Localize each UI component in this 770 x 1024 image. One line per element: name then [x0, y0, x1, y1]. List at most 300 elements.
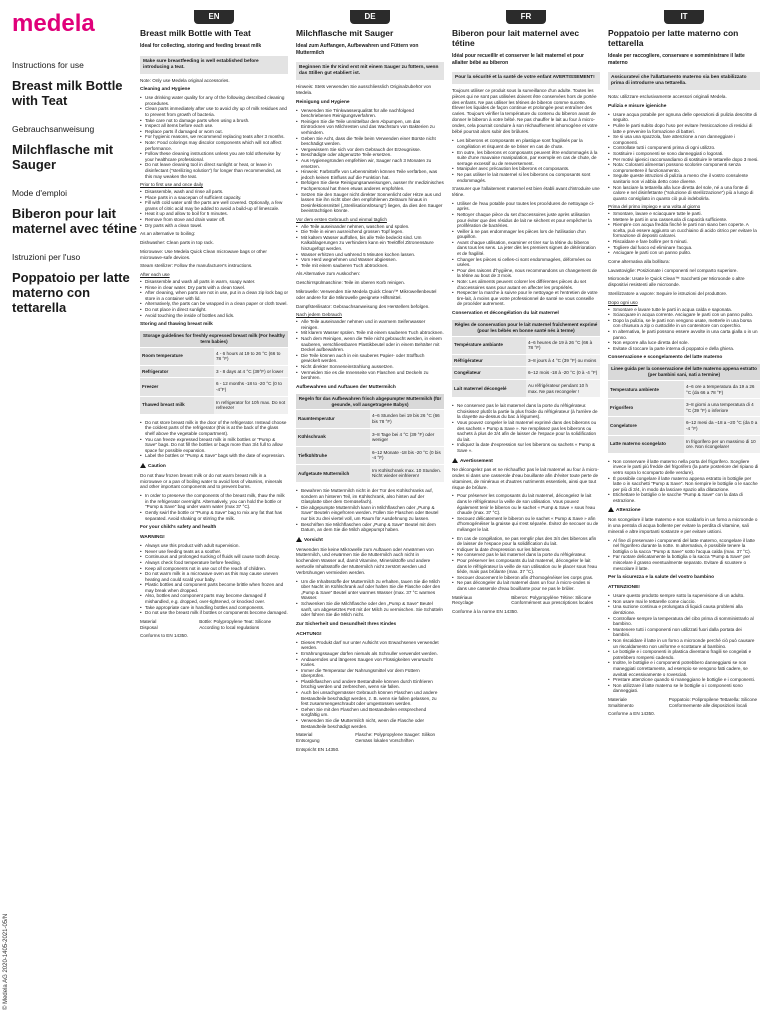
storage-table-row: [140, 396, 288, 414]
storage-duration: 3 - 8 days at 4 °C (39°F) or lower: [214, 365, 288, 378]
cleaning-item: • Verwenden Sie Trinkwasserqualität für alle nachfolgend beschriebenen Reinigungsverfahren.: [296, 108, 444, 119]
storage-advice-item: • Label the bottles or "Pump & Save" bags with the date of expression.: [140, 453, 288, 459]
column-it: [608, 10, 760, 1018]
cleaning-item: • Do not leave cleaning tool in direct sunlight or heat, or leave in disinfectant ("sterilizing solution") for longer than recommended, as this may weaken the teat.: [140, 162, 288, 179]
cleaning-list: [140, 95, 288, 179]
product-subtitle: Ideale per raccogliere, conservare e somministrare il latte materno: [608, 53, 745, 66]
first-use-list: [608, 211, 760, 256]
cleaning-heading: Pulizia e misure igieniche: [608, 103, 667, 109]
material-key: Matériaux: [452, 594, 473, 600]
storage-advice-list: [452, 403, 600, 453]
microwave-note: Microwave: Use Medela Quick Clean microwave bags or other microwave-safe devices.: [140, 248, 267, 260]
safety-item: • Non usare mai le tettarelle come ciuccio.: [608, 599, 760, 605]
storage-table-row: [608, 435, 760, 453]
storage-advice-item: • Etichettare le bottiglie o le sacche "Pump & Save" con la data di estrazione.: [608, 492, 760, 503]
storage-table-header-row: [296, 394, 444, 410]
storage-table-row: [296, 428, 444, 446]
storage-duration: 4–6 heures de 19 à 26 °C (66 à 78 °F): [526, 336, 600, 354]
storage-duration: 6 - 12 months -18 to -20 °C (0 to -4°F): [214, 378, 288, 396]
caution-text: Ne décongelez pas et ne réchauffez pas le lait maternel au four à micro-ondes ni dans une casserole d'eau bouillante afin d'éviter toute perte de vitamines, de minéraux et d'autres nutriments essentiels, ainsi que tout risque de brûlure.: [452, 467, 599, 490]
storage-table-row: [452, 336, 600, 354]
column-en: [140, 10, 288, 1018]
storage-table-row: [140, 378, 288, 396]
caution-text: Non scongelare il latte materno e non scaldarlo in un forno a microonde o in una pentola di acqua bollente per evitare la perdita di vitamine, sali minerali e altre importanti sostanze e per evitare ustioni.: [608, 517, 758, 534]
safety-item: • Prestare attenzione quando si maneggiano le bottiglie e i componenti.: [608, 677, 760, 683]
storage-table-header-row: [608, 364, 760, 380]
conformity-statement: Conforme à la norme EN 14350.: [452, 609, 519, 615]
storage-duration: In refrigerator for 10h max. Do not refreeze!: [214, 396, 288, 414]
document-code: © Medela AG 2020-1405-2021-05/N: [3, 913, 9, 1010]
first-use-item: • Place parts in a saucepan of sufficient capacity.: [140, 195, 288, 201]
thawing-item: • Gently swirl the bottle or "Pump & Save" bag to mix any fat that has separated. Avoid shaking or stirring the milk.: [140, 510, 288, 521]
safety-item: • Continuous and prolonged sucking of fluids will cause tooth decay.: [140, 554, 288, 560]
storage-heading: Storing and thawing breast milk: [140, 322, 213, 328]
storage-table-row: [608, 417, 760, 435]
after-use-list: [452, 201, 600, 307]
caution-label: Attenzione: [616, 508, 641, 514]
after-use-item: • Evitate di toccare la parte interna di poppatoi e della ghiera.: [608, 346, 760, 352]
steam-note: Sterilizzatore a vapore: Seguire le istruzioni del produttore.: [608, 291, 728, 297]
left-block-en: [12, 60, 140, 108]
storage-table-header: Règles de conservation pour le lait maternel fraîchement exprimé (pour les bébés en bonne santé nés à terme): [452, 320, 600, 336]
storage-location: Thawed breast milk: [140, 396, 214, 414]
left-lang-label: Gebrauchsanweisung: [12, 124, 95, 134]
product-title: Poppatoio per latte materno con tettarella: [608, 28, 739, 48]
cleaning-item: • Setzen Sie den Sauger nicht direkter Sonnenlicht oder Hitze aus und lassen Sie ihn nicht über den empfohlenen Zeitraum hinaus in Desinfektionsmittel („Sterilisationslösung“) liegen, da dies den Sauger beeinträchtigen könnte.: [296, 192, 444, 214]
teat-warning-box: Make sure breastfeeding is well established before introducing a teat.: [140, 56, 288, 74]
storage-location: Aufgetaute Muttermilch: [296, 464, 370, 482]
caution-icon: [296, 537, 302, 542]
safety-item: • Andauerndes und längeres Saugen von Flüssigkeiten verursacht Karies.: [296, 657, 444, 668]
boiling-alternative: Come alternativa alla bollitura:: [608, 258, 670, 264]
cleaning-list: [608, 112, 760, 202]
cleaning-item: • Pulire le parti subito dopo l'uso per evitare l'essiccazione di residui di latte e prevenire la formazione di batteri.: [608, 123, 760, 134]
after-use-item: • Sciacquare in acqua corrente. Asciugare le parti con un panno pulito.: [608, 312, 760, 318]
warning-heading: ACHTUNG!: [296, 631, 322, 637]
material-key: Disposal: [140, 624, 158, 630]
first-use-item: • Vom Herd wegnehmen und Wasser abgiessen.: [296, 257, 444, 263]
cleaning-item: • Reinigen Sie die Teile unmittelbar dem Abpumpen, um das Eintrocknen von Milchresten und das Wachstum von Bakterien zu verhindern.: [296, 119, 444, 136]
storage-duration: 6–12 mois -18 à -20 °C (0 à -4 °F): [526, 367, 600, 380]
teat-warning-box: Pour la sécurité et la santé de votre enfant AVERTISSEMENT!: [452, 72, 600, 84]
cleaning-item: • Hinweis: Farbstoffe von Lebensmitteln können Teile verfärben, was jedoch keinen Einfluss auf die Funktion hat.: [296, 169, 444, 180]
cleaning-list: [452, 138, 600, 183]
cleaning-item: • Inspect all items before each use.: [140, 123, 288, 129]
dishwasher-note: Lavastoviglie: Posizionate i componenti nel comparto superiore.: [608, 267, 738, 273]
first-use-heading: Vor dem ersten Gebrauch und einmal täglich: [296, 216, 387, 222]
storage-table-header-row: [452, 320, 600, 336]
storage-table-row: [140, 365, 288, 378]
cleaning-list: [296, 108, 444, 214]
safety-item: • Ne conservez pas le lait maternel dans la porte du réfrigérateur.: [452, 552, 600, 558]
storage-location: Température ambiante: [452, 336, 526, 354]
cleaning-item: • Se si usa una spazzola, fare attenzione a non danneggiare i componenti.: [608, 134, 760, 145]
safety-item: • Una suzione continua e prolungata di liquidi causa problemi alla dentizione.: [608, 604, 760, 615]
storage-duration: 3–8 jours à 4 °C (39 °F) ou moins: [526, 354, 600, 367]
material-key: Materiale: [608, 696, 627, 702]
storage-location: Congélateur: [452, 367, 526, 380]
safety-item: • Controllare sempre la temperatura del cibo prima di somministrarlo al bambino.: [608, 616, 760, 627]
safety-item: • Never use feeding teats as a soother.: [140, 549, 288, 555]
caution-icon: [608, 507, 614, 512]
steam-note: Dampfsterilisator: Gebrauchsanweisung des Herstellers befolgen.: [296, 303, 430, 309]
storage-table-row: [452, 367, 600, 380]
product-subtitle: Ideal zum Auffangen, Aufbewahren und Füttern von Muttermilch: [296, 43, 419, 56]
first-use-item: • Alle Teile auseinander nehmen, waschen und spülen.: [296, 224, 444, 230]
safety-list: [452, 536, 600, 592]
material-value: Flasche: Polypropylene Sauger: Silikon: [355, 732, 436, 738]
first-use-item: • Smontare, lavare e sciacquare tutte le parti.: [608, 211, 760, 217]
safety-item: • Immer die Temperatur der Nahrungsmittel vor dem Füttern überprüfen.: [296, 668, 444, 679]
material-value: Conformément aux prescriptions locales: [511, 600, 594, 606]
product-title: Milchflasche mit Sauger: [296, 28, 394, 38]
caution-icon: [452, 458, 458, 463]
after-use-item: • Utiliser de l'eau potable pour toutes les procédures de nettoyage ci-après.: [452, 201, 600, 212]
after-use-item: • Smontare e lavare tutte le parti in acqua calda e saponata.: [608, 307, 760, 313]
safety-item: • En cas de congélation, ne pas remplir plus des 3/4 des biberons afin de laisser de l'espace pour la solidification du lait.: [452, 536, 600, 547]
first-use-item: • Disassemble, wash and rinse all parts.: [140, 189, 288, 195]
cleaning-item: • En outre, les biberons et composants peuvent être endommagés à la suite d'une mauvaise manipulation, par exemple en cas de chute, de serrage excessif ou de renversement.: [452, 150, 600, 167]
storage-heading: Conservazione e scongelamento del latte materno: [608, 355, 723, 361]
storage-advice-list: [140, 420, 288, 459]
cleaning-item: • Usare acqua potabile per ognuna delle operazioni di pulizia descritte di seguito.: [608, 112, 760, 123]
after-use-item: • After cleaning, when parts are not in use, put in a clean zip lock bag or store in a container with lid.: [140, 290, 288, 301]
after-use-item: • Nach dem Reinigen, wenn die Teile nicht gebraucht werden, in einem sauberen, verschliessbaren Plastikbeutel oder in einem Behälter mit Deckel aufbewahren.: [296, 336, 444, 353]
storage-location: Temperatura ambiente: [608, 380, 684, 398]
after-use-item: • Respecter la marche à suivre pour le nettoyage et l'entretien de votre tire-lait, à moins que votre professionnel de santé ne vous conseille de procéder autrement.: [452, 290, 600, 307]
cleaning-item: • Aus Hygienegründen empfehlen wir, Sauger nach 3 Monaten zu ersetzen.: [296, 158, 444, 169]
left-product-title: Breast milk Bottle with Teat: [12, 78, 123, 108]
safety-item: • Take appropriate care in handling bottles and components.: [140, 605, 288, 611]
material-row: [296, 738, 444, 744]
storage-table-header: Storage guidelines for freshly expressed breast milk (For healthy term babies): [140, 331, 288, 347]
steam-note: Steam sterilizer: Follow the manufacturer's instructions.: [140, 263, 253, 269]
storage-advice-item: • Non conservare il latte materno nella porta del frigorifero. Scegliere invece le parti più fredde del frigorifero (la parte posteriore del ripiano di vetro sopra lo scomparto delle verdure).: [608, 459, 760, 476]
storage-location: Réfrigérateur: [452, 354, 526, 367]
cleaning-item: • Clean parts immediately after use to avoid dry up of milk residues and to prevent from growth of bacteria.: [140, 106, 288, 117]
safety-item: • Secouer doucement le biberon afin d'homogénéiser les corps gras.: [452, 575, 600, 581]
cleaning-item: • Replace parts if damaged or worn out.: [140, 129, 288, 135]
safety-item: • Mantenere tutti i componenti non utilizzati fuori dalla portata dei bambini.: [608, 627, 760, 638]
first-use-item: • Togliere dal fuoco ed eliminare l'acqua.: [608, 245, 760, 251]
safety-item: • Ernährungssauger dürfen niemals als Schnuller verwendet werden.: [296, 651, 444, 657]
safety-item: • Do not warm milk in a microwave oven as this may cause uneven heating and could scald your baby.: [140, 571, 288, 582]
storage-advice-list: [608, 459, 760, 504]
storage-location: Freezer: [140, 378, 214, 396]
safety-item: • Plastic bottles and component parts become brittle when frozen and may break when dropped.: [140, 582, 288, 593]
after-use-item: • Pour des raisons d'hygiène, nous recommandons un changement de la tétine au bout de 3 mois.: [452, 268, 600, 279]
first-use-item: • Mettere le parti in una casseruola di capacità sufficiente.: [608, 217, 760, 223]
teat-warning-box: Beginnen Sie Ihr Kind erst mit einem Sauger zu füttern, wenn das Stillen gut etabliert ist.: [296, 62, 444, 80]
caution-heading: [608, 507, 760, 514]
medela-logo: medela: [12, 10, 95, 37]
cleaning-item: • Beschädigte oder abgenutzte Teile ersetzen.: [296, 152, 444, 158]
storage-duration: 4–6 ore a temperatura da 19 a 26 °C (da 66 a 78 °F): [684, 380, 760, 398]
left-block-de: [12, 124, 140, 172]
safety-item: • Inoltre, le bottiglie e i componenti potrebbero danneggiarsi se non maneggiati correttamente, ad esempio se vengono fatti cadere, se avvitati eccessivamente o rovesciati.: [608, 660, 760, 677]
storage-advice-item: • Vous pouvez congeler le lait maternel exprimé dans des biberons ou des sachets « Pump & Save ». Ne remplissez pas les biberons ou sachets à plus de 3/4 afin de laisser de l'espace pour la solidification du lait.: [452, 420, 600, 442]
left-product-title: Milchflasche mit Sauger: [12, 142, 114, 172]
safety-item: • Verwenden Sie die Muttermilch nicht, wenn die Flasche oder Bestandteile beschädigt werden.: [296, 718, 444, 729]
caution-heading: [296, 537, 444, 544]
microwave-note: Microonde: Usate le Quick Clean™ Sacchetti per Microonde o altre dispositivi resistenti alle microonde.: [608, 276, 745, 288]
storage-table-row: [452, 354, 600, 367]
left-lang-label: Istruzioni per l'uso: [12, 252, 81, 262]
thawing-item: • Schwenken Sie die Milchflasche oder den „Pump & Save“ Beutel sanft, um abgesetztes Fett mit der Milch zu vermischen. Sie Schütteln oder führen Sie die Milch nicht.: [296, 601, 444, 618]
accessories-note: Toujours utiliser ce produit sous la surveillance d'un adulte. Toutes les pièces qui ne sont pas utilisées doivent être conservées hors de portée des enfants. Ne pas utiliser les tétines de biberon comme sucette. Élever les liquides de façon continue et prolongée peut entraîner des caries. Toujours vérifier la température du contenu du biberon avant de donner le biberon à votre bébé. Ne pas chauffer le lait au four à micro-ondes, cela pourrait conduire à son réchauffement inhomogène et votre bébé pourrait alors subir des brûlures.: [452, 88, 598, 134]
thawing-item: • Secouez délicatement le biberon ou le sachet « Pump & Save » afin d'homogénéiser la graisse qui s'est séparée. Évitez de secouer ou de mélanger le lait.: [452, 516, 600, 533]
conformity-statement: Conforme a EN 14350.: [608, 711, 655, 717]
dishwasher-note: Geschirrspülmaschine: Teile im oberen Korb reinigen.: [296, 280, 405, 286]
first-use-list: [140, 189, 288, 228]
boiling-alternative: S'assurer que l'allaitement maternel est bien établi avant d'introduire une tétine.: [452, 186, 600, 197]
cleaning-item: • Follow these cleaning instructions unless you are told otherwise by your healthcare professional.: [140, 151, 288, 162]
language-tab-fr: FR: [506, 10, 546, 24]
caution-label: Vorsicht: [304, 537, 323, 543]
storage-location: Frigorifero: [608, 399, 684, 417]
cleaning-item: • Take care not to damage parts when using a brush.: [140, 118, 288, 124]
after-use-item: • Avoid touching the inside of bottles and lids.: [140, 313, 288, 319]
storage-location: Lait maternel décongelé: [452, 379, 526, 397]
storage-table-row: [452, 379, 600, 397]
safety-item: • Gehen Sie mit den Flaschen und Bestandteilen entsprechend sorgfältig um.: [296, 707, 444, 718]
thawing-list: [296, 579, 444, 618]
storage-heading: Aufbewahren und Auftauen der Muttermilch: [296, 384, 396, 390]
material-row: [608, 703, 760, 709]
cleaning-item: • Geben Sie Acht, dass die Teile beim Verwenden einer Bürste nicht beschädigt werden.: [296, 136, 444, 147]
after-use-item: • Vermeiden Sie es die Innenseite von Flaschen und Deckeln zu berühren.: [296, 370, 444, 381]
after-use-item: • Veiller à ne pas endommager les pièces lors de l'utilisation d'un goupillon.: [452, 229, 600, 240]
storage-table: [140, 331, 288, 415]
material-value: Gemäss lokalen Vorschriften: [355, 738, 414, 744]
safety-item: • Ne pas décongeler du lait maternel dans un four à micro-ondes ni dans une casserole d'eau bouillante pour ne pas le brûler.: [452, 580, 600, 591]
after-use-item: • Disassemble and wash all parts in warm, soapy water.: [140, 279, 288, 285]
cleaning-item: • For hygienic reasons, we recommend replacing teats after 3 months.: [140, 134, 288, 140]
first-use-heading: Prima del primo impiego e una volta al giorno: [608, 204, 701, 210]
safety-item: • Keep all components not in use out of the reach of children.: [140, 566, 288, 572]
column-de: [296, 10, 444, 1018]
left-product-title: Poppatoio per latte materno con tettarella: [12, 270, 130, 315]
caution-heading: [452, 458, 600, 465]
material-value: Conformemente alle disposizioni locali: [668, 702, 747, 708]
cleaning-heading: Cleaning and Hygiene: [140, 87, 191, 93]
after-use-item: • Die Teile können auch in ein sauberes Papier- oder Stofftuch gewickelt werden.: [296, 353, 444, 364]
after-use-item: • Nettoyer chaque pièce du set d'accessoires juste après utilisation pour éviter que des résidus de lait ne sèchent et pour empêcher la prolifération de bactéries.: [452, 212, 600, 229]
teat-warning-box: Assicuratevi che l'allattamento materno sia ben stabilizzato prima di introdurre una tettarella.: [608, 72, 760, 90]
material-key: Recyclage: [452, 600, 474, 606]
cleaning-item: • Use drinking water quality for any of the following described cleaning procedures.: [140, 95, 288, 106]
safety-heading: Zur Sicherheit und Gesundheit Ihres Kindes: [296, 621, 397, 627]
storage-advice-item: • Ne conservez pas le lait maternel dans la porte du réfrigérateur. Choisissez plutôt la partie la plus froide du réfrigérateur (à l'arrière de la clayette au-dessus du bac à légumes).: [452, 403, 600, 420]
boiling-alternative: As an alternative to boiling:: [140, 231, 196, 237]
safety-item: • Non riscaldare il latte in un forno a microonde perché ciò può causare un riscaldamento non uniforme e scottature al bambino.: [608, 638, 760, 649]
storage-table-row: [608, 380, 760, 398]
caution-label: Caution: [148, 463, 166, 469]
safety-item: • Dieses Produkt darf nur unter Aufsicht von Erwachsenen verwendet werden.: [296, 640, 444, 651]
safety-heading: For your child's safety and health: [140, 525, 217, 531]
material-value: Poppatoio: Polipropilene Tettarella: Silicone: [668, 696, 758, 702]
storage-location: Latte materno scongelato: [608, 435, 684, 453]
boiling-alternative: Als Alternative zum Auskochen:: [296, 271, 361, 277]
safety-item: • Also, bottles and component parts may become damaged if mishandled, e.g. dropped, over-tightened, or knocked over.: [140, 593, 288, 604]
left-lang-label: Instructions for use: [12, 60, 84, 70]
safety-item: • Pour préserver les composants du lait maternel, décongeler le lait dans le réfrigérateur la veille de son utilisation ou le placer sous l'eau tiède, mais pas brûlante (max. 37 °C).: [452, 558, 600, 575]
storage-duration: 4 - 6 hours at 19 to 26 °C (66 to 78 °F): [214, 347, 288, 365]
first-use-item: • Die Teile in einen ausreichend grossen Topf legen.: [296, 229, 444, 235]
safety-heading: Per la sicurezza e la salute del vostro bambino: [608, 575, 715, 581]
material-key: Material: [140, 618, 157, 624]
accessories-note: Hinweis: Stets verwenden Sie ausschliesslich Originalzubehör von Medela.: [296, 84, 432, 95]
after-use-item: • Nicht direkter Sonneneinstrahlung aussetzen.: [296, 364, 444, 370]
first-use-item: • Asciugare le parti con un panno pulito.: [608, 250, 760, 256]
storage-advice-list: [296, 488, 444, 533]
left-product-title: Biberon pour lait maternel avec tétine: [12, 206, 138, 236]
after-use-item: • Dopo la pulizia, se le parti non vengono usate, metterle in una borsa con chiusura a zip o custodirle in un contenitore con coperchio.: [608, 318, 760, 329]
first-use-item: • Teile mit einem sauberen Tuch abtrocknen.: [296, 263, 444, 269]
first-use-item: • Heat it up and allow to boil for 5 minutes.: [140, 211, 288, 217]
thawing-list: [140, 493, 288, 521]
after-use-item: • In alternativa, le parti possono essere avvolte in una carta gialla o in un panno.: [608, 329, 760, 340]
thawing-item: • Far ruotare delicatamente la bottiglia o la sacca "Pump & Save" per miscelare il grasso eventualmente separato. Evitare di scuotere o mescolare il latte.: [608, 554, 760, 571]
warning-heading: WARNING!: [140, 535, 165, 541]
cleaning-item: • Note: Food colorings may discolor components which will not affect performance.: [140, 140, 288, 151]
product-title: Breast milk Bottle with Teat: [140, 28, 251, 38]
storage-duration: Au réfrigérateur pendant 10 h max. Ne pas recongeler !: [526, 379, 600, 397]
storage-location: Congelatore: [608, 417, 684, 435]
storage-table-header: Regeln für das Aufbewahren frisch abgepumpter Muttermilch (für gesunde, voll ausgetragene Babys): [296, 394, 444, 410]
safety-item: • Le bottiglie e i componenti in plastica diventano fragili se congelati e potrebbero rompersi cadendo.: [608, 649, 760, 660]
thawing-list: [608, 538, 760, 572]
after-use-item: • Rinse in clear water. Dry parts with a clean towel.: [140, 285, 288, 291]
safety-item: • Plastikflaschen und andere Bestandteile können durch Einfrieren brüchig werden und zerbrechen, wenn sie fallen.: [296, 679, 444, 690]
storage-table-row: [296, 464, 444, 482]
storage-location: Tiefkühltruhe: [296, 446, 370, 464]
cleaning-item: • Controllate tutti i componenti prima di ogni utilizzo.: [608, 145, 760, 151]
material-value: According to local regulations: [199, 624, 260, 630]
storage-duration: 3–8 Tage bei 4 °C (39 °F) oder weniger: [370, 428, 444, 446]
product-title: Biberon pour lait maternel avec tétine: [452, 28, 580, 48]
language-tab-en: EN: [194, 10, 234, 24]
after-use-item: • Mit klarem Wasser spülen. Teile mit einem sauberen Tuch abtrocknen.: [296, 330, 444, 336]
storage-advice-item: • È possibile congelare il latte materno appena estratto in bottiglie per latte o in sacchetti "Pump & Save". Non riempire le bottiglie o le sacche per più di 3/4, in modo da lasciare spazio alla dilatazione.: [608, 476, 760, 493]
material-key: Entsorgung: [296, 738, 320, 744]
safety-item: • Do not use the breast milk if bottles or components become damaged.: [140, 610, 288, 616]
safety-item: • Indiquer la date d'expression sur les biberons.: [452, 547, 600, 553]
storage-advice-item: • Do not store breast milk in the door of the refrigerator. Instead choose the coldest parts of the refrigerator (this is at the back of the glass shelf above the vegetable compartment).: [140, 420, 288, 437]
cleaning-item: • Non lasciare la tettarella alla luce diretta del sole, né a una fonte di calore e nel disinfettante ("soluzione di sterilizzazione") più a lungo di quanto consigliato in quanto ciò può indebolirla.: [608, 185, 760, 202]
warning-heading: ATTENZIONE!: [608, 585, 640, 591]
first-use-item: • Fill with cold water until the parts are well covered. Optionally, a few grams of citric acid may be added to avoid a build-up of limescale.: [140, 200, 288, 211]
storage-advice-item: • Die abgepumpte Muttermilch kann in Milchflaschen oder „Pump & Save“ Beuteln eingefroren werden. Füllen Sie Flaschen oder Beutel nur bis zu drei viertel voll, um Raum für Ausdehnung zu lassen.: [296, 505, 444, 522]
cleaning-item: • Sostituire i componenti se sono danneggiati o logorati.: [608, 151, 760, 157]
thawing-item: • Pour préserver les composants du lait maternel, décongelez le lait dans le réfrigérateur la veille de son utilisation. Vous pouvez également tenir le biberon ou le sachet « Pump & Save » sous l'eau chaude (max. 37 °C).: [452, 493, 600, 515]
column-fr: [452, 10, 600, 1018]
conformity-statement: Conforms to EN 14350.: [140, 633, 189, 639]
left-title-column: [12, 60, 140, 331]
after-use-heading: After each use: [140, 272, 170, 278]
after-use-heading: Nach jedem Gebrauch: [296, 312, 342, 318]
language-tab-de: DE: [350, 10, 390, 24]
caution-heading: [140, 463, 288, 470]
storage-advice-item: • Indiquez la date d'expression sur les biberons ou sachets « Pump & Save ».: [452, 442, 600, 453]
storage-table: [452, 320, 600, 398]
first-use-item: • Riscaldare e fare bollire per 5 minuti.: [608, 239, 760, 245]
left-lang-label: Mode d'emploi: [12, 188, 68, 198]
cleaning-item: • Befolgen Sie diese Reinigungsanweisungen, ausser Ihr medizinisches Fachpersonal hat Ihnen etwas anderes empfohlen.: [296, 180, 444, 191]
safety-item: • Always use this product with adult supervision.: [140, 543, 288, 549]
first-use-heading: Prior to first use and once daily: [140, 182, 204, 188]
material-row: [140, 625, 288, 631]
left-block-it: [12, 252, 140, 315]
safety-item: • Non utilizzare il latte materno se le bottiglie o i componenti sono danneggiati.: [608, 683, 760, 694]
cleaning-item: • Manipuler avec précaution les biberons et composants.: [452, 166, 600, 172]
storage-duration: 6–12 mesi da –18 a –20 °C (da 0 a -4 °F): [684, 417, 760, 435]
cleaning-item: • Vergewissern Sie sich vor dem Gebrauch der Erzeugnisse.: [296, 147, 444, 153]
thawing-list: [452, 493, 600, 532]
after-use-list: [296, 319, 444, 381]
safety-list: [608, 593, 760, 694]
after-use-item: • Non esporre alla luce diretta del sole.: [608, 340, 760, 346]
after-use-list: [140, 279, 288, 318]
first-use-item: • Riempire con acqua fredda finché le parti non siano ben coperte. A scelta, può essere aggiunto un cucchiaino di acido citrico per evitare la formazione di depositi calcarei.: [608, 222, 760, 239]
thawing-item: • Al fine di preservare i componenti del latte materno, scongelare il latte nel frigorifero durante la notte. In alternativa, è possibile tenere la bottiglia o la sacca "Pump & Save" sotto l'acqua calda (max. 37 °C).: [608, 538, 760, 555]
storage-duration: 4–6 Stunden bei 19 bis 26 °C (66 bis 78 °F): [370, 410, 444, 428]
storage-duration: 6–12 Monate -18 bis -20 °C (0 bis -4 °F): [370, 446, 444, 464]
storage-advice-item: • You can freeze expressed breast milk in milk bottles or "Pump & Save" bags. Do not fill the bottles or bags more than 3/4 full to allow space for possible expansion.: [140, 437, 288, 454]
storage-table-header-row: [140, 331, 288, 347]
safety-item: • Auch bei unsachgemässer Gebrauch können Flaschen und andere Bestandteile beschädigt werden, z. B. wenn sie fallen gelassen, zu fest zusammengeschraubt oder umgestossen werden.: [296, 690, 444, 707]
safety-item: • Usare questo prodotto sempre sotto la supervisione di un adulto.: [608, 593, 760, 599]
cleaning-item: • Per motivi igienici raccomandiamo di sostituire le tettarelle dopo 3 mesi.: [608, 157, 760, 163]
storage-table-row: [296, 410, 444, 428]
product-subtitle: Idéal pour recueillir et conserver le lait maternel et pour allaiter bébé au biberon: [452, 53, 584, 66]
first-use-item: • Mit kaltem Wasser auffüllen, bis alle Teile bedeckt sind. Um Kalkablagerungen zu verhindern kann ein Teelöffel Zitronensäure hinzugefügt werden.: [296, 235, 444, 252]
safety-list: [140, 543, 288, 616]
cleaning-item: • Nota: Coloranti alimentari possono scolorire componenti senza compromettere il funzionamento.: [608, 162, 760, 173]
after-use-item: • Do not place in direct sunlight.: [140, 307, 288, 313]
thawing-item: • Um die Inhaltsstoffe der Muttermilch zu erhalten, tauen Sie die Milch über Nacht im Kühlschrank auf oder halten Sie die Flasche oder den „Pump & Save“ Beutel unter warmes Wasser (max. 37 °C warmes Wasser.: [296, 579, 444, 601]
thawing-item: • In order to preserve the components of the breast milk, thaw the milk in the refrigerator overnight. Alternatively, you can hold the bottle or "Pump & Save" bag under warm water (max 37 °C).: [140, 493, 288, 510]
storage-table-row: [140, 347, 288, 365]
cleaning-heading: Reinigung und Hygiene: [296, 99, 350, 105]
accessories-note: Note: Only use Medela original accessories.: [140, 77, 230, 83]
material-row: [452, 600, 600, 606]
dishwasher-note: Dishwasher: Clean parts in top rack.: [140, 239, 214, 245]
first-use-list: [296, 224, 444, 269]
storage-advice-item: • Bewahren Sie Muttermilch nicht in der Tür des Kühlschranks auf, sondern an hinteren Teil, im Kühlschrank, also hinten auf der Glasplatte über dem Gemüsefach).: [296, 488, 444, 505]
storage-heading: Conservation et décongélation du lait maternel: [452, 311, 559, 316]
material-value: Biberon: Polypropylène Tétine: Silicone: [511, 594, 592, 600]
safety-list: [296, 640, 444, 730]
product-subtitle: Ideal for collecting, storing and feeding breast milk: [140, 43, 262, 49]
caution-text: Do not thaw frozen breast milk or do not warm breast milk in a microwave or a pan of boiling water to avoid loss of vitamins, minerals and other important components and to prevent burns.: [140, 472, 283, 490]
material-key: Smaltimento: [608, 702, 634, 708]
cleaning-item: • Ne pas utiliser le lait maternel si les biberons ou composants sont endommagés.: [452, 172, 600, 183]
language-tab-it: IT: [664, 10, 704, 24]
first-use-item: • Wasser erhitzen und während 5 Minuten kochen lassen.: [296, 252, 444, 258]
storage-duration: In frigorifero per un massimo di 10 ore. Non ricongelare!: [684, 435, 760, 453]
material-key: Material: [296, 732, 313, 738]
after-use-item: • Avant chaque utilisation, examiner et tirer sur la tétine du biberon dans tous les sens. La jeter dès les premiers signes de détérioration et de fragilité.: [452, 240, 600, 257]
storage-table-row: [608, 399, 760, 417]
caution-icon: [140, 463, 146, 468]
storage-table-row: [296, 446, 444, 464]
first-use-item: • Dry parts with a clean towel.: [140, 223, 288, 229]
storage-location: Raumtemperatur: [296, 410, 370, 428]
after-use-item: • Changer les pièces si celles-ci sont endommagées, déformées ou usées.: [452, 257, 600, 268]
storage-location: Room temperature: [140, 347, 214, 365]
material-value: Bottle: Polypropylene Teat: Silicone: [199, 618, 272, 624]
